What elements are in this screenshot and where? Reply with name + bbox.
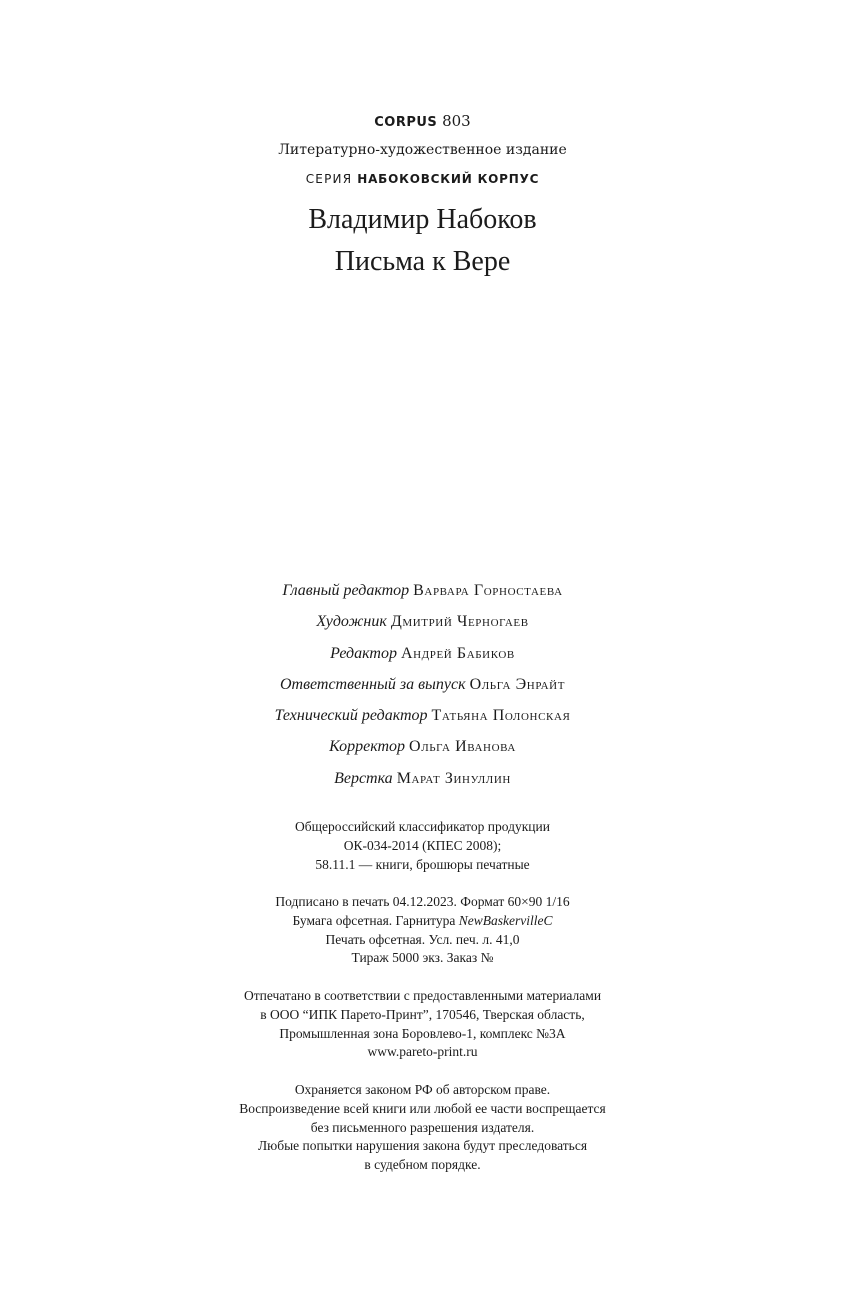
classifier-line: Общероссийский классификатор продукции — [295, 819, 550, 834]
credit-person: Варвара Горностаева — [413, 582, 563, 599]
imprint-line — [0, 110, 845, 134]
paper-typeface-line — [0, 912, 845, 931]
printer-line: в ООО “ИПК Парето-Принт”, 170546, Тверская область, — [260, 1006, 585, 1022]
printer-block — [0, 987, 845, 1062]
book-author: Владимир Набоков — [308, 204, 537, 235]
credit-role: Корректор — [329, 738, 406, 756]
credit-person: Дмитрий Черногаев — [390, 613, 529, 631]
copyright-line: в судебном порядке. — [364, 1157, 481, 1173]
classifier-block — [0, 818, 845, 874]
credit-person: Ольга Иванова — [409, 738, 516, 756]
copyright-line: Воспроизведение всей книги или любой ее части воспрещается — [239, 1100, 606, 1116]
print-type-line: Печать офсетная. Усл. печ. л. 41,0 — [325, 931, 520, 947]
typeface-name: NewBaskervilleC — [458, 912, 553, 928]
credit-line — [0, 609, 845, 640]
printer-line: Промышленная зона Боровлево-1, комплекс №3А — [279, 1025, 566, 1041]
printer-line: Отпечатано в соответствии с предоставленными материалами — [243, 988, 602, 1003]
credit-role: Художник — [316, 613, 387, 631]
book-title: Письма к Вере — [334, 246, 511, 277]
credit-person: Ольга Энрайт — [469, 675, 566, 693]
copyright-line: Охраняется законом РФ об авторском праве. — [294, 1082, 551, 1097]
paper-text: Бумага офсетная. Гарнитура — [292, 912, 459, 928]
credit-person: Марат Зинуллин — [396, 769, 511, 787]
series-label: СЕРИЯ — [305, 172, 353, 186]
credit-person: Андрей Бабиков — [400, 644, 515, 662]
credit-line — [0, 766, 845, 797]
print-signed-line: Подписано в печать 04.12.2023. Формат 60×90 1/16 — [275, 894, 570, 909]
credit-line — [0, 734, 845, 765]
credit-role: Главный редактор — [282, 582, 410, 599]
credit-line — [0, 641, 845, 672]
imprint-brand: CORPUS — [374, 115, 438, 130]
printer-website: www.pareto-print.ru — [367, 1044, 478, 1060]
credit-line — [0, 672, 845, 703]
classifier-line: 58.11.1 — книги, брошюры печатные — [315, 856, 530, 872]
credit-line — [0, 703, 845, 734]
series-name: НАБОКОВСКИЙ КОРПУС — [357, 172, 540, 186]
credit-role: Верстка — [334, 769, 393, 787]
copyright-line: Любые попытки нарушения закона будут преследоваться — [257, 1138, 588, 1154]
credit-role: Технический редактор — [274, 707, 428, 725]
classifier-line: ОК-034-2014 (КПЕС 2008); — [343, 837, 502, 853]
credit-role: Редактор — [330, 644, 397, 662]
credits-list — [0, 578, 845, 797]
edition-type: Литературно-художественное издание — [278, 142, 567, 158]
series-line — [0, 169, 845, 189]
copyright-block — [0, 1081, 845, 1175]
copyright-line: без письменного разрешения издателя. — [310, 1119, 535, 1135]
imprint-number: 803 — [442, 112, 471, 130]
credit-role: Ответственный за выпуск — [279, 675, 466, 693]
credit-person: Татьяна Полонская — [431, 707, 571, 725]
print-run-line: Тираж 5000 экз. Заказ № — [351, 950, 494, 966]
credit-line — [0, 578, 845, 609]
printing-info-block — [0, 893, 845, 968]
